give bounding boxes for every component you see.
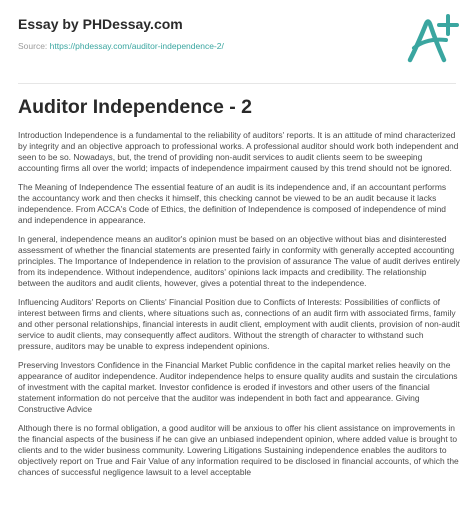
a-plus-logo-icon [404, 10, 460, 66]
article-body [18, 130, 460, 486]
paragraph: Introduction Independence is a fundamental to the reliability of auditors' reports. It is an attitude of mind characterized by integrity and an objective approach to professional works. A professional auditor should work both independent and seen to be so. Nowadays, but, the trend of providing non-audit services to audit clients seem to be sweeping accounting firms all over the world; impacts of independence impairment caused by this trend should not be ignored. [18, 130, 459, 173]
article-title: Auditor Independence - 2 [18, 96, 253, 118]
paragraph: In general, independence means an auditor's opinion must be based on an objective without bias and disinterested assessment of whether the financial statements are presented fairly in conformity with generally accepted accounting principles. The Importance of Independence in relation to the provision of assurance The value of audit derives entirely from its independence. Without independence, auditors' opinions lack impacts and credibility. The relationship between the auditors and audit clients, however, gives a potential threat to the independence. [18, 234, 460, 288]
brand-name: Essay by PHDessay.com [18, 16, 183, 32]
page-header [18, 16, 224, 51]
source-label: Source: [18, 41, 50, 51]
header-divider [18, 83, 456, 84]
paragraph: Influencing Auditors' Reports on Clients' Financial Position due to Conflicts of Interests: Possibilities of conflicts of interest between firms and clients, where situations such as, connections of an audit firm with associated firms, family and other personal relationships, financial interests in audit client, employment with audit clients, provision of non-audit service to audit clients, may consequently affect auditors. Without the strength of character to withstand such pressure, auditors may be unable to express independent opinions. [18, 297, 460, 351]
source-line [18, 41, 224, 51]
paragraph: Preserving Investors Confidence in the Financial Market Public confidence in the capital market relies heavily on the appearance of auditor independence. Auditor independence helps to ensure quality audits and sustain the circulations of investment with the capital market. Investor confidence is eroded if investors and other users of the financial statement information do not perceive that the auditor was independent in both fact and appearance. Giving Constructive Advice [18, 360, 458, 414]
paragraph: The Meaning of Independence The essential feature of an audit is its independence and, if an accountant performs the accountancy work and then checks it himself, this checking cannot be viewed to be an audit because it lacks independence. From ACCA's Code of Ethics, the definition of Independence is composed of independence of mind and independence in appearance. [18, 182, 447, 225]
source-link[interactable]: https://phdessay.com/auditor-independence-2/ [49, 41, 224, 51]
paragraph: Although there is no formal obligation, a good auditor will be anxious to offer his client assistance on improvements in the financial aspects of the business if he can give an unbiased independent opinion, where added value is brought to clients and to the wider business community. Lowering Litigations Sustaining independence enables the auditors to objectively report on True and Fair Value of any information required to be disclosed in financial accounts, of which the chances of successful negligence lawsuit to a level acceptable [18, 423, 459, 477]
